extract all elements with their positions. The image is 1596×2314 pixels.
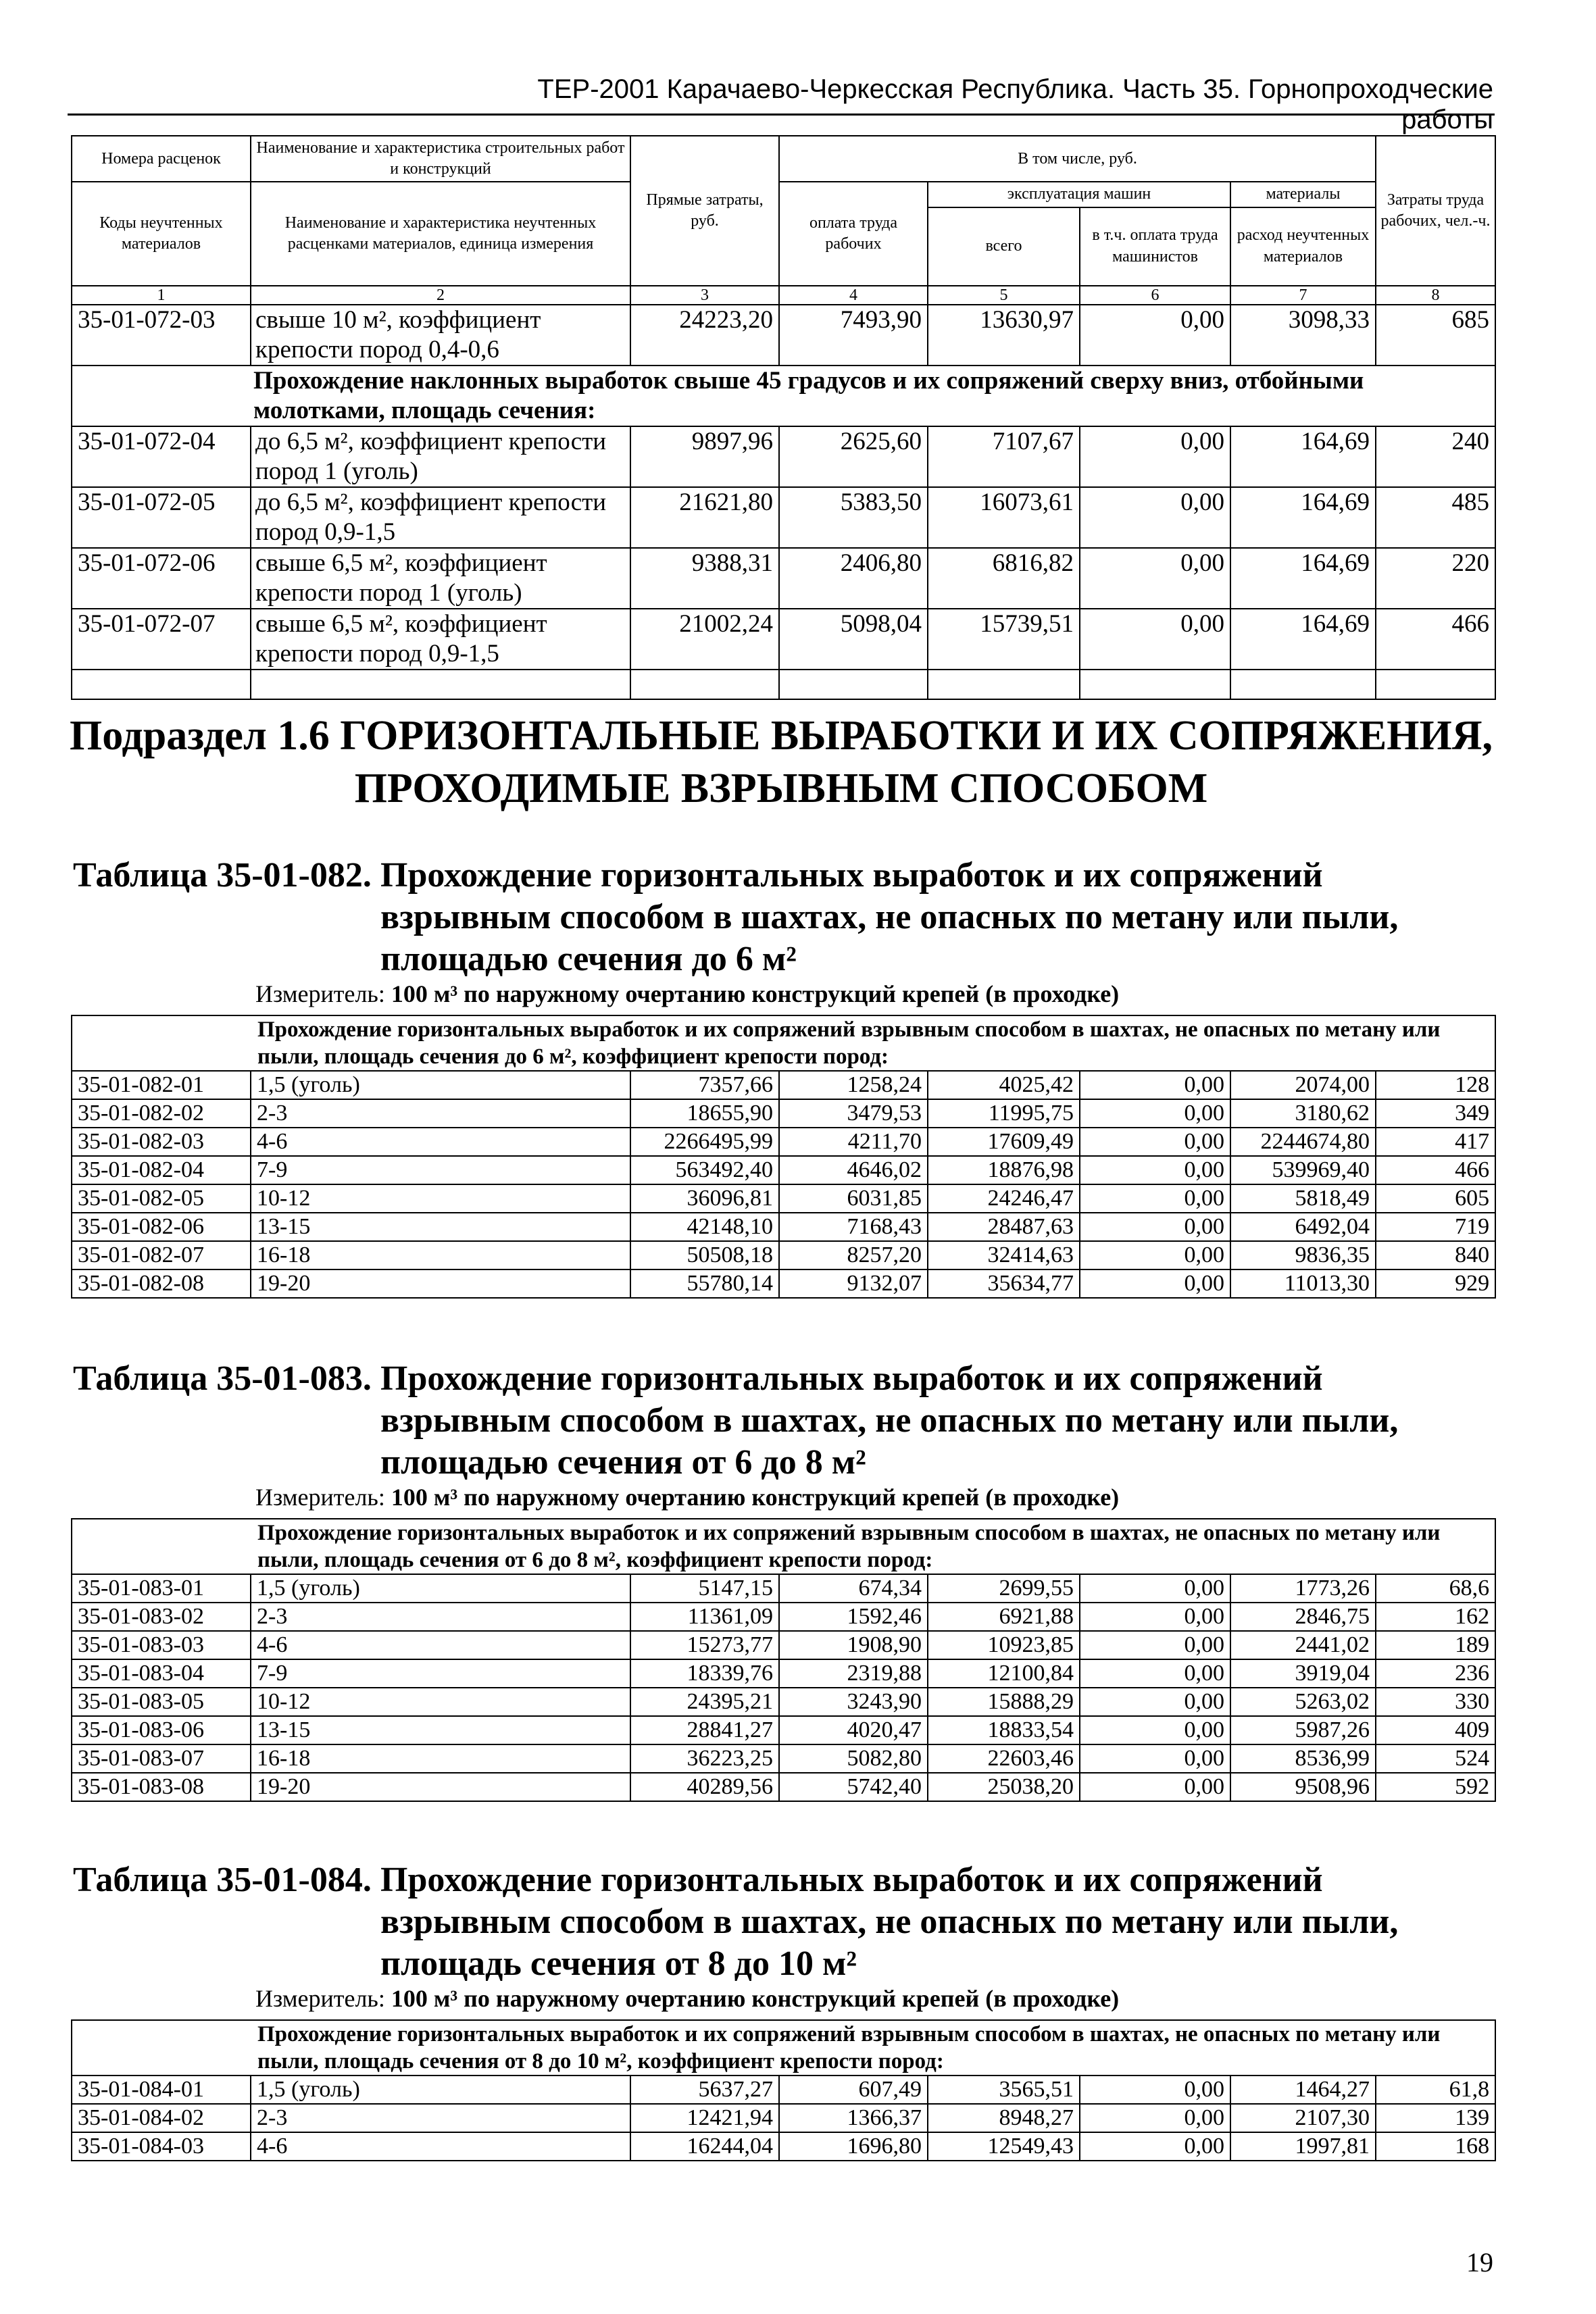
incl-cell: 0,00 xyxy=(1080,2076,1230,2104)
incl-cell: 0,00 xyxy=(1080,1184,1230,1213)
wages-cell: 4646,02 xyxy=(779,1156,928,1184)
incl-cell: 0,00 xyxy=(1080,1213,1230,1241)
wages-cell: 5742,40 xyxy=(779,1773,928,1801)
name-cell: 16-18 xyxy=(251,1744,630,1773)
name-cell: 7-9 xyxy=(251,1156,630,1184)
col-incl-wages-header: в т.ч. оплата труда машинистов xyxy=(1080,207,1230,286)
materials-cell: 2107,30 xyxy=(1230,2104,1376,2132)
materials-cell: 5263,02 xyxy=(1230,1688,1376,1716)
wages-cell: 607,49 xyxy=(779,2076,928,2104)
name-cell: 10-12 xyxy=(251,1688,630,1716)
machines-cell: 15888,29 xyxy=(928,1688,1080,1716)
incl-cell: 0,00 xyxy=(1080,1269,1230,1298)
wages-cell: 1592,46 xyxy=(779,1603,928,1631)
labor-cell: 236 xyxy=(1376,1659,1495,1688)
table-row: 35-01-072-03 свыше 10 м², коэффициент крепости пород 0,4-0,6 24223,20 7493,90 13630,97 0,00 3098,33 685 xyxy=(72,305,1495,366)
code-cell: 35-01-083-06 xyxy=(72,1716,251,1744)
code-cell: 35-01-082-03 xyxy=(72,1128,251,1156)
materials-cell: 8536,99 xyxy=(1230,1744,1376,1773)
labor-cell: 128 xyxy=(1376,1071,1495,1099)
labor-cell: 61,8 xyxy=(1376,2076,1495,2104)
materials-cell: 1997,81 xyxy=(1230,2132,1376,2161)
rates-table-084 xyxy=(71,2019,1496,2161)
direct-cell: 2266495,99 xyxy=(630,1128,779,1156)
wages-cell: 674,34 xyxy=(779,1574,928,1603)
code-cell: 35-01-083-04 xyxy=(72,1659,251,1688)
name-cell: 4-6 xyxy=(251,1631,630,1659)
table-row xyxy=(72,1241,1495,1269)
page-number: 19 xyxy=(1466,2247,1493,2278)
table-row xyxy=(72,1688,1495,1716)
machines-cell: 22603,46 xyxy=(928,1744,1080,1773)
rates-table-083 xyxy=(71,1518,1496,1802)
labor-cell: 409 xyxy=(1376,1716,1495,1744)
labor-cell: 840 xyxy=(1376,1241,1495,1269)
labor-cell: 929 xyxy=(1376,1269,1495,1298)
wages-cell: 2319,88 xyxy=(779,1659,928,1688)
materials-cell: 3180,62 xyxy=(1230,1099,1376,1128)
machines-cell: 12549,43 xyxy=(928,2132,1080,2161)
direct-cell: 16244,04 xyxy=(630,2132,779,2161)
table-row xyxy=(72,1716,1495,1744)
machines-cell: 25038,20 xyxy=(928,1773,1080,1801)
col-mat-use-header: расход неучтенных материалов xyxy=(1230,207,1376,286)
meter-083: Измеритель: 100 м³ по наружному очертанию конструкций крепей (в проходке) xyxy=(255,1484,1120,1511)
materials-cell: 2244674,80 xyxy=(1230,1128,1376,1156)
table-row xyxy=(72,1184,1495,1213)
col-labor-header: Затраты труда рабочих, чел.-ч. xyxy=(1376,136,1495,286)
code-cell: 35-01-082-01 xyxy=(72,1071,251,1099)
section-title: Подраздел 1.6 ГОРИЗОНТАЛЬНЫЕ ВЫРАБОТКИ И ИХ СОПРЯЖЕНИЯ, ПРОХОДИМЫЕ ВЗРЫВНЫМ СПОСОБОМ xyxy=(69,713,1493,811)
code-cell: 35-01-083-02 xyxy=(72,1603,251,1631)
wages-cell: 1258,24 xyxy=(779,1071,928,1099)
materials-cell: 6492,04 xyxy=(1230,1213,1376,1241)
code-cell: 35-01-084-02 xyxy=(72,2104,251,2132)
rates-table-072 xyxy=(71,135,1496,700)
header-rule xyxy=(68,114,1495,116)
group-heading-row: Прохождение наклонных выработок свыше 45 градусов и их сопряжений сверху вниз, отбойными молотками, площадь сечения: xyxy=(72,366,1495,426)
incl-cell: 0,00 xyxy=(1080,2132,1230,2161)
table-row: 35-01-072-06 свыше 6,5 м², коэффициент крепости пород 1 (уголь) 9388,31 2406,80 6816,82 0,00 164,69 220 xyxy=(72,548,1495,609)
incl-cell: 0,00 xyxy=(1080,1716,1230,1744)
name-cell: 4-6 xyxy=(251,2132,630,2161)
direct-cell: 50508,18 xyxy=(630,1241,779,1269)
code-cell: 35-01-083-01 xyxy=(72,1574,251,1603)
table-row xyxy=(72,1071,1495,1099)
col-name-header: Наименование и характеристика строительных работ и конструкций xyxy=(251,136,630,182)
labor-cell: 592 xyxy=(1376,1773,1495,1801)
wages-cell: 5082,80 xyxy=(779,1744,928,1773)
labor-cell: 168 xyxy=(1376,2132,1495,2161)
col-codes-header: Номера расценок xyxy=(72,136,251,182)
incl-cell: 0,00 xyxy=(1080,1659,1230,1688)
incl-cell: 0,00 xyxy=(1080,1574,1230,1603)
wages-cell: 1908,90 xyxy=(779,1631,928,1659)
direct-cell: 11361,09 xyxy=(630,1603,779,1631)
table-row xyxy=(72,1156,1495,1184)
col-machines-header: эксплуатация машин xyxy=(928,182,1230,207)
table-row xyxy=(72,1744,1495,1773)
code-cell: 35-01-082-06 xyxy=(72,1213,251,1241)
wages-cell: 3479,53 xyxy=(779,1099,928,1128)
wages-cell: 7168,43 xyxy=(779,1213,928,1241)
direct-cell: 42148,10 xyxy=(630,1213,779,1241)
name-cell: 2-3 xyxy=(251,1603,630,1631)
machines-cell: 28487,63 xyxy=(928,1213,1080,1241)
incl-cell: 0,00 xyxy=(1080,2104,1230,2132)
table-row: 35-01-072-05 до 6,5 м², коэффициент крепости пород 0,9-1,5 21621,80 5383,50 16073,61 0,00 164,69 485 xyxy=(72,487,1495,548)
name-cell: 1,5 (уголь) xyxy=(251,1574,630,1603)
code-cell: 35-01-082-07 xyxy=(72,1241,251,1269)
wages-cell: 3243,90 xyxy=(779,1688,928,1716)
wages-cell: 4020,47 xyxy=(779,1716,928,1744)
labor-cell: 68,6 xyxy=(1376,1574,1495,1603)
table-row xyxy=(72,1603,1495,1631)
machines-cell: 24246,47 xyxy=(928,1184,1080,1213)
name-cell: 13-15 xyxy=(251,1213,630,1241)
col-name2-header: Наименование и характеристика неучтенных расценками материалов, единица измерения xyxy=(251,182,630,285)
labor-cell: 466 xyxy=(1376,1156,1495,1184)
table-row xyxy=(72,1099,1495,1128)
group-heading-row: Прохождение горизонтальных выработок и их сопряжений взрывным способом в шахтах, не опасных по метану или пыли, площадь сечения от 6 до 8 м², коэффициент крепости пород: xyxy=(72,1519,1495,1574)
direct-cell: 5637,27 xyxy=(630,2076,779,2104)
direct-cell: 40289,56 xyxy=(630,1773,779,1801)
wages-cell: 8257,20 xyxy=(779,1241,928,1269)
table-row xyxy=(72,1128,1495,1156)
machines-cell: 32414,63 xyxy=(928,1241,1080,1269)
direct-cell: 5147,15 xyxy=(630,1574,779,1603)
materials-cell: 539969,40 xyxy=(1230,1156,1376,1184)
incl-cell: 0,00 xyxy=(1080,1156,1230,1184)
name-cell: 2-3 xyxy=(251,2104,630,2132)
col-total-header: всего xyxy=(928,207,1080,286)
direct-cell: 36096,81 xyxy=(630,1184,779,1213)
col-direct-header: Прямые затраты, руб. xyxy=(630,136,779,286)
direct-cell: 24395,21 xyxy=(630,1688,779,1716)
table-row xyxy=(72,1269,1495,1298)
machines-cell: 18876,98 xyxy=(928,1156,1080,1184)
table-row xyxy=(72,2104,1495,2132)
labor-cell: 719 xyxy=(1376,1213,1495,1241)
incl-cell: 0,00 xyxy=(1080,1241,1230,1269)
labor-cell: 605 xyxy=(1376,1184,1495,1213)
table-row: 35-01-072-07 свыше 6,5 м², коэффициент крепости пород 0,9-1,5 21002,24 5098,04 15739,51 0,00 164,69 466 xyxy=(72,609,1495,670)
machines-cell: 11995,75 xyxy=(928,1099,1080,1128)
incl-cell: 0,00 xyxy=(1080,1688,1230,1716)
materials-cell: 5818,49 xyxy=(1230,1184,1376,1213)
machines-cell: 10923,85 xyxy=(928,1631,1080,1659)
materials-cell: 2441,02 xyxy=(1230,1631,1376,1659)
table-title-084: Таблица 35-01-084. Прохождение горизонтальных выработок и их сопряжений взрывным способом в шахтах, не опасных по метану или пыли, площадь сечения от 8 до 10 м² xyxy=(73,1861,1399,1983)
incl-cell: 0,00 xyxy=(1080,1099,1230,1128)
labor-cell: 162 xyxy=(1376,1603,1495,1631)
incl-cell: 0,00 xyxy=(1080,1128,1230,1156)
labor-cell: 417 xyxy=(1376,1128,1495,1156)
labor-cell: 330 xyxy=(1376,1688,1495,1716)
code-cell: 35-01-083-05 xyxy=(72,1688,251,1716)
table-row xyxy=(72,1213,1495,1241)
direct-cell: 18655,90 xyxy=(630,1099,779,1128)
name-cell: 2-3 xyxy=(251,1099,630,1128)
name-cell: 4-6 xyxy=(251,1128,630,1156)
labor-cell: 524 xyxy=(1376,1744,1495,1773)
col-wages-header: оплата труда рабочих xyxy=(779,182,928,285)
wages-cell: 6031,85 xyxy=(779,1184,928,1213)
direct-cell: 28841,27 xyxy=(630,1716,779,1744)
group-heading-row: Прохождение горизонтальных выработок и их сопряжений взрывным способом в шахтах, не опасных по метану или пыли, площадь сечения до 6 м², коэффициент крепости пород: xyxy=(72,1015,1495,1071)
table-title-082: Таблица 35-01-082. Прохождение горизонтальных выработок и их сопряжений взрывным способом в шахтах, не опасных по метану или пыли, площадью сечения до 6 м² xyxy=(73,856,1399,978)
meter-082: Измеритель: 100 м³ по наружному очертанию конструкций крепей (в проходке) xyxy=(255,980,1120,1007)
code-cell: 35-01-083-03 xyxy=(72,1631,251,1659)
incl-cell: 0,00 xyxy=(1080,1773,1230,1801)
code-cell: 35-01-082-08 xyxy=(72,1269,251,1298)
name-cell: 13-15 xyxy=(251,1716,630,1744)
table-row: 35-01-072-04 до 6,5 м², коэффициент крепости пород 1 (уголь) 9897,96 2625,60 7107,67 0,00 164,69 240 xyxy=(72,426,1495,487)
table-row xyxy=(72,1773,1495,1801)
table-title-083: Таблица 35-01-083. Прохождение горизонтальных выработок и их сопряжений взрывным способом в шахтах, не опасных по метану или пыли, площадью сечения от 6 до 8 м² xyxy=(73,1359,1399,1482)
direct-cell: 563492,40 xyxy=(630,1156,779,1184)
materials-cell: 1773,26 xyxy=(1230,1574,1376,1603)
group-heading-row: Прохождение горизонтальных выработок и их сопряжений взрывным способом в шахтах, не опасных по метану или пыли, площадь сечения от 8 до 10 м², коэффициент крепости пород: xyxy=(72,2020,1495,2076)
direct-cell: 18339,76 xyxy=(630,1659,779,1688)
col-incl-header: В том числе, руб. xyxy=(779,136,1376,182)
incl-cell: 0,00 xyxy=(1080,1071,1230,1099)
labor-cell: 139 xyxy=(1376,2104,1495,2132)
running-header: ТЕР-2001 Карачаево-Черкесская Республика. Часть 35. Горнопроходческие работы xyxy=(537,74,1493,134)
table-row xyxy=(72,1659,1495,1688)
code-cell: 35-01-082-05 xyxy=(72,1184,251,1213)
blank-row xyxy=(72,670,1495,699)
labor-cell: 189 xyxy=(1376,1631,1495,1659)
table-row xyxy=(72,2132,1495,2161)
code-cell: 35-01-082-04 xyxy=(72,1156,251,1184)
incl-cell: 0,00 xyxy=(1080,1603,1230,1631)
labor-cell: 349 xyxy=(1376,1099,1495,1128)
col-codes2-header: Коды неучтенных материалов xyxy=(72,182,251,285)
column-numbers-row: 1 2 3 4 5 6 7 8 xyxy=(72,286,1495,305)
machines-cell: 2699,55 xyxy=(928,1574,1080,1603)
meter-084: Измеритель: 100 м³ по наружному очертанию конструкций крепей (в проходке) xyxy=(255,1985,1120,2012)
code-cell: 35-01-084-01 xyxy=(72,2076,251,2104)
direct-cell: 36223,25 xyxy=(630,1744,779,1773)
col-materials-header: материалы xyxy=(1230,182,1376,207)
wages-cell: 9132,07 xyxy=(779,1269,928,1298)
wages-cell: 1696,80 xyxy=(779,2132,928,2161)
name-cell: 1,5 (уголь) xyxy=(251,2076,630,2104)
wages-cell: 1366,37 xyxy=(779,2104,928,2132)
machines-cell: 17609,49 xyxy=(928,1128,1080,1156)
code-cell: 35-01-083-07 xyxy=(72,1744,251,1773)
code-cell: 35-01-084-03 xyxy=(72,2132,251,2161)
name-cell: 7-9 xyxy=(251,1659,630,1688)
name-cell: 19-20 xyxy=(251,1773,630,1801)
table-row xyxy=(72,1631,1495,1659)
machines-cell: 35634,77 xyxy=(928,1269,1080,1298)
incl-cell: 0,00 xyxy=(1080,1744,1230,1773)
machines-cell: 6921,88 xyxy=(928,1603,1080,1631)
direct-cell: 12421,94 xyxy=(630,2104,779,2132)
name-cell: 10-12 xyxy=(251,1184,630,1213)
machines-cell: 12100,84 xyxy=(928,1659,1080,1688)
code-cell: 35-01-083-08 xyxy=(72,1773,251,1801)
materials-cell: 2074,00 xyxy=(1230,1071,1376,1099)
direct-cell: 15273,77 xyxy=(630,1631,779,1659)
materials-cell: 3919,04 xyxy=(1230,1659,1376,1688)
materials-cell: 1464,27 xyxy=(1230,2076,1376,2104)
machines-cell: 8948,27 xyxy=(928,2104,1080,2132)
materials-cell: 5987,26 xyxy=(1230,1716,1376,1744)
table-row xyxy=(72,1574,1495,1603)
name-cell: 19-20 xyxy=(251,1269,630,1298)
rates-table-082 xyxy=(71,1015,1496,1299)
machines-cell: 3565,51 xyxy=(928,2076,1080,2104)
direct-cell: 7357,66 xyxy=(630,1071,779,1099)
wages-cell: 4211,70 xyxy=(779,1128,928,1156)
name-cell: 16-18 xyxy=(251,1241,630,1269)
materials-cell: 2846,75 xyxy=(1230,1603,1376,1631)
materials-cell: 9836,35 xyxy=(1230,1241,1376,1269)
incl-cell: 0,00 xyxy=(1080,1631,1230,1659)
code-cell: 35-01-082-02 xyxy=(72,1099,251,1128)
machines-cell: 4025,42 xyxy=(928,1071,1080,1099)
table-row xyxy=(72,2076,1495,2104)
materials-cell: 11013,30 xyxy=(1230,1269,1376,1298)
materials-cell: 9508,96 xyxy=(1230,1773,1376,1801)
machines-cell: 18833,54 xyxy=(928,1716,1080,1744)
direct-cell: 55780,14 xyxy=(630,1269,779,1298)
name-cell: 1,5 (уголь) xyxy=(251,1071,630,1099)
